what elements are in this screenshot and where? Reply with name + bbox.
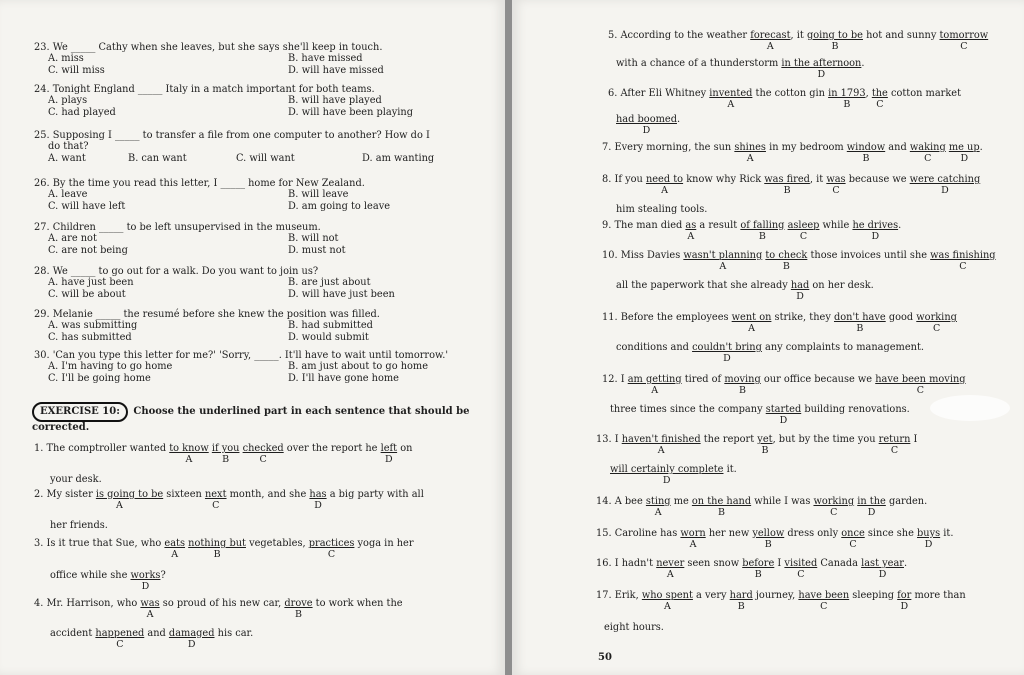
answer-letter: A — [748, 323, 755, 334]
item-12: 12. I am getting A tired of moving B our office because we have been moving C — [602, 374, 966, 396]
option-d: last year D — [861, 558, 904, 580]
item-6: 6. After Eli Whitney invented A the cotton gin in 1793 B , the C cotton market — [608, 88, 962, 110]
option-b: yet B — [757, 434, 773, 456]
answer-letter: A — [651, 385, 659, 396]
item-5: 5. According to the weather forecast A , it going to be B hot and sunny tomorrow C — [608, 30, 989, 52]
option-a: need to A — [645, 174, 684, 196]
answer-letter: C — [916, 385, 925, 396]
option-a: is going to be A — [95, 489, 164, 511]
option-d: were catching D — [909, 174, 981, 196]
answer-letter: C — [820, 601, 828, 612]
answer-letter: C — [830, 507, 838, 518]
option-d: me up D — [948, 142, 980, 164]
item-4: 4. Mr. Harrison, who was A so proud of his new car, drove B to work when the — [34, 598, 403, 620]
exercise-label: EXERCISE 10: — [32, 402, 128, 422]
option-b: going to be B — [806, 30, 863, 52]
answer-letter: D — [817, 69, 826, 80]
answer-letter: A — [689, 539, 697, 550]
question-29: 29. Melanie _____ the resumé before she knew the position was filled. A. was submitting B. had submitted C. has submitted D. would submit — [34, 309, 380, 343]
item-8-continued: him stealing tools. — [616, 204, 708, 215]
option-d: he drives D — [852, 220, 899, 242]
answer-letter: B — [856, 323, 864, 334]
item-11-continued: conditions and couldn't bring D any complaints to management. — [616, 342, 924, 364]
option-a: who spent A — [641, 590, 693, 612]
option-c: return C — [878, 434, 911, 456]
answer-letter: B — [761, 445, 769, 456]
option-c: have been C — [798, 590, 850, 612]
answer-letter: A — [746, 153, 754, 164]
paper-smudge — [930, 395, 1010, 421]
answer-letter: B — [718, 507, 726, 518]
item-17: 17. Erik, who spent A a very hard B journey, have been C sleeping for D more than — [596, 590, 966, 612]
item-13-continued: will certainly complete D it. — [610, 464, 737, 486]
answer-letter: D — [141, 581, 150, 592]
item-13: 13. I haven't finished A the report yet B , but by the time you return C I — [596, 434, 918, 456]
question-30: 30. 'Can you type this letter for me?' 'Sorry, _____. It'll have to wait until tomorrow.' A. I'm having to go home B. am just about to go home C. I'll be going home D. I'll have gone home — [34, 350, 449, 384]
answer-letter: A — [719, 261, 727, 272]
option-b: window B — [846, 142, 886, 164]
question-25: 25. Supposing I _____ to transfer a file from one computer to another? How do I do that? A. want B. can want C. will want D. am wanting — [34, 130, 435, 164]
item-17-continued: eight hours. — [604, 622, 664, 633]
option-c: waking C — [909, 142, 946, 164]
option-c: working C — [813, 496, 855, 518]
answer-letter: A — [657, 445, 665, 456]
option-d: has D — [309, 489, 327, 511]
answer-letter: D — [779, 415, 788, 426]
book-gutter — [505, 0, 512, 675]
item-3-continued: office while she works D ? — [50, 570, 166, 592]
option-d: started D — [765, 404, 802, 426]
option-c: the C — [871, 88, 888, 110]
answer-letter: D — [878, 569, 887, 580]
option-b: don't have B — [833, 312, 886, 334]
answer-letter: D — [662, 475, 671, 486]
option-b: was fired B — [764, 174, 810, 196]
item-5-continued: with a chance of a thunderstorm in the afternoon D . — [616, 58, 865, 80]
answer-letter: C — [327, 549, 336, 560]
item-2: 2. My sister is going to be A sixteen next C month, and she has D a big party with all — [34, 489, 424, 511]
option-d: had boomed D — [616, 114, 677, 136]
option-a: as A — [685, 220, 697, 242]
option-c: asleep C — [787, 220, 820, 242]
option-b: in 1793 B — [828, 88, 866, 110]
answer-letter: B — [294, 609, 302, 620]
option-a: invented A — [709, 88, 753, 110]
option-d: works D — [130, 570, 161, 592]
option-b: drove B — [284, 598, 313, 620]
exercise-heading: EXERCISE 10: Choose the underlined part in each sentence that should be corrected. — [32, 402, 472, 433]
option-b: moving B — [724, 374, 761, 396]
answer-letter: A — [171, 549, 179, 560]
answer-letter: C — [960, 41, 968, 52]
answer-letter: A — [766, 41, 774, 52]
option-a: am getting A — [627, 374, 682, 396]
option-a: worn A — [680, 528, 706, 550]
item-1: 1. The comptroller wanted to know A if you B checked C over the report he left D on — [34, 443, 413, 465]
item-14: 14. A bee sting A me on the hand B while I was working C in the D garden. — [596, 496, 928, 518]
option-a: to know A — [169, 443, 209, 465]
item-10: 10. Miss Davies wasn't planning A to check B those invoices until she was finishing C — [602, 250, 996, 272]
answer-letter: D — [924, 539, 933, 550]
option-b: yellow B — [752, 528, 785, 550]
answer-letter: B — [843, 99, 851, 110]
question-26: 26. By the time you read this letter, I _____ home for New Zealand. A. leave B. will leave C. will have left D. am going to leave — [34, 178, 391, 212]
answer-letter: A — [146, 609, 154, 620]
answer-letter: A — [661, 185, 668, 196]
answer-letter: C — [116, 639, 124, 650]
answer-letter: A — [185, 454, 193, 465]
option-a: forecast A — [750, 30, 791, 52]
option-d: had D — [790, 280, 810, 302]
option-a: went on A — [731, 312, 772, 334]
option-b: on the hand B — [691, 496, 752, 518]
option-b: if you B — [211, 443, 240, 465]
option-a: sting A — [645, 496, 671, 518]
option-d: will certainly complete D — [610, 464, 724, 486]
answer-letter: A — [654, 507, 662, 518]
option-b: before B — [742, 558, 775, 580]
option-c: practices C — [308, 538, 355, 560]
item-4-continued: accident happened C and damaged D his car. — [50, 628, 254, 650]
option-c: was finishing C — [930, 250, 996, 272]
answer-letter: D — [871, 231, 880, 242]
answer-letter: A — [687, 231, 695, 242]
item-10-continued: all the paperwork that she already had D on her desk. — [616, 280, 874, 302]
option-a: haven't finished A — [621, 434, 701, 456]
option-c: have been moving C — [875, 374, 966, 396]
option-c: checked C — [242, 443, 284, 465]
item-3: 3. Is it true that Sue, who eats A nothing but B vegetables, practices C yoga in her — [34, 538, 414, 560]
item-15: 15. Caroline has worn A her new yellow B dress only once C since she buys D it. — [596, 528, 954, 550]
answer-letter: B — [213, 549, 221, 560]
option-d: in the D — [857, 496, 886, 518]
answer-letter: C — [259, 454, 267, 465]
answer-letter: C — [924, 153, 932, 164]
question-24: 24. Tonight England _____ Italy in a match important for both teams. A. plays B. will have played C. had played D. will have been playing — [34, 84, 414, 118]
answer-letter: A — [116, 500, 123, 511]
item-2-continued: her friends. — [50, 520, 108, 531]
answer-letter: D — [960, 153, 969, 164]
option-a: never A — [656, 558, 685, 580]
option-b: of falling B — [740, 220, 785, 242]
answer-letter: C — [876, 99, 884, 110]
option-c: visited C — [784, 558, 818, 580]
answer-letter: B — [758, 231, 766, 242]
answer-letter: C — [832, 185, 840, 196]
answer-letter: C — [212, 500, 220, 511]
option-d: buys D — [917, 528, 941, 550]
answer-letter: D — [900, 601, 909, 612]
option-a: shines A — [734, 142, 766, 164]
question-23: 23. We _____ Cathy when she leaves, but she says she'll keep in touch. A. miss B. have missed C. will miss D. will have missed — [34, 42, 384, 76]
item-8: 8. If you need to A know why Rick was fired B , it was C because we were catching D — [602, 174, 981, 196]
option-c: happened C — [95, 628, 145, 650]
option-a: eats A — [164, 538, 186, 560]
item-16: 16. I hadn't never A seen snow before B I visited C Canada last year D . — [596, 558, 908, 580]
question-27: 27. Children _____ to be left unsupervised in the museum. A. are not B. will not C. are not being D. must not — [34, 222, 346, 256]
item-11: 11. Before the employees went on A strike, they don't have B good working C — [602, 312, 957, 334]
option-d: couldn't bring D — [692, 342, 762, 364]
answer-letter: C — [890, 445, 899, 456]
option-d: left D — [380, 443, 398, 465]
option-c: working C — [916, 312, 957, 334]
answer-letter: C — [849, 539, 857, 550]
option-c: next C — [204, 489, 227, 511]
answer-letter: D — [385, 454, 393, 465]
option-c: was C — [826, 174, 846, 196]
item-9: 9. The man died as A a result of falling B asleep C while he drives D . — [602, 220, 902, 242]
answer-letter: D — [642, 125, 651, 136]
answer-letter: D — [723, 353, 731, 364]
option-d: in the afternoon D — [781, 58, 862, 80]
option-d: for D — [897, 590, 912, 612]
answer-letter: D — [867, 507, 876, 518]
answer-letter: D — [796, 291, 804, 302]
answer-letter: C — [959, 261, 967, 272]
right-page — [512, 0, 1024, 675]
option-b: nothing but B — [188, 538, 246, 560]
answer-letter: C — [797, 569, 805, 580]
option-a: wasn't planning A — [683, 250, 763, 272]
answer-letter: C — [932, 323, 941, 334]
option-c: tomorrow C — [939, 30, 989, 52]
item-7: 7. Every morning, the sun shines A in my bedroom window B and waking C me up D . — [602, 142, 983, 164]
answer-letter: B — [764, 539, 772, 550]
item-6-continued: had boomed D . — [616, 114, 681, 136]
answer-letter: A — [666, 569, 674, 580]
question-28: 28. We _____ to go out for a walk. Do you want to join us? A. have just been B. are just about C. will be about D. will have just been — [34, 266, 395, 300]
answer-letter: D — [941, 185, 949, 196]
answer-letter: C — [799, 231, 808, 242]
answer-letter: B — [737, 601, 745, 612]
answer-letter: D — [314, 500, 322, 511]
option-c: once C — [841, 528, 865, 550]
answer-letter: B — [862, 153, 870, 164]
option-d: damaged D — [168, 628, 215, 650]
answer-letter: B — [739, 385, 747, 396]
answer-letter: A — [663, 601, 671, 612]
answer-letter: B — [782, 261, 790, 272]
left-page — [0, 0, 505, 675]
answer-letter: B — [222, 454, 230, 465]
option-b: to check B — [765, 250, 808, 272]
option-b: hard B — [729, 590, 753, 612]
answer-letter: B — [831, 41, 839, 52]
item-1-continued: your desk. — [50, 474, 102, 485]
answer-letter: B — [754, 569, 762, 580]
answer-letter: B — [783, 185, 791, 196]
item-12-continued: three times since the company started D building renovations. — [610, 404, 910, 426]
answer-letter: A — [727, 99, 735, 110]
page-number: 50 — [598, 652, 612, 663]
answer-letter: D — [187, 639, 196, 650]
option-a: was A — [140, 598, 160, 620]
